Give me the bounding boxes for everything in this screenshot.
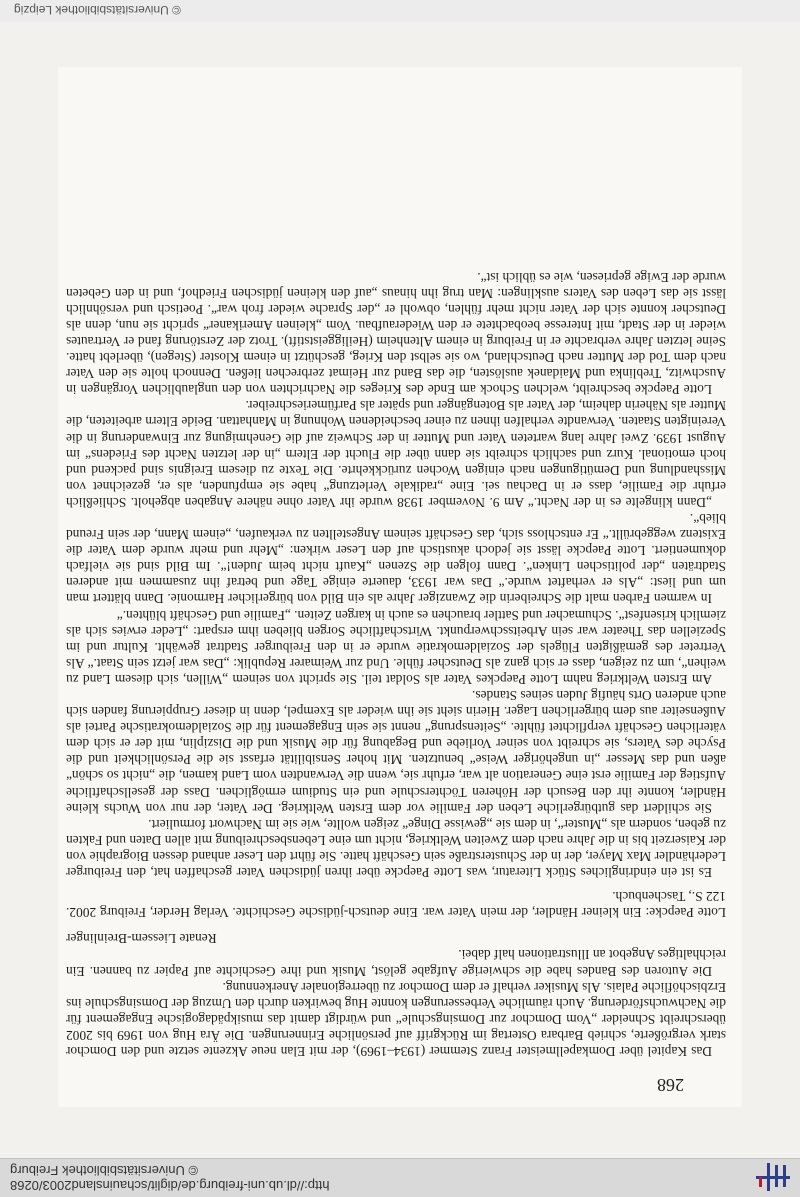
paragraph: Das Kapitel über Domkapellmeister Franz Stemmer (1934–1969), der mit Elan neue Akzente setzte und den Domchor stark vergrößerte, schrieb Barbara Ostertag im Rückgriff auf persönliche Erinnerungen. Die Ära Hug von 1969 bis 2002 überschreibt Schneider „Vom Domchor zur Domsingschule“ und würdigt damit das musikpädagogische Engagement für die Nachwuchsförderung. Auch räumliche Verbesserungen konnte Hug bewirken durch den Umzug der Domsingschule ins Erzbischöfliche Palais. Als Musiker verhalf er dem Domchor zu überregionaler Anerkennung. — [66, 979, 726, 1059]
paragraph: Es ist ein eindringliches Stück Literatur, was Lotte Paepcke über ihren jüdischen Vater geschaffen hat, den Freiburger Lederhändler Max Mayer, der in der Schusterstraße sein Geschäft hatte. Sie führt den Leser anhand dessen Biographie von der Kaiserzeit bis in die Jahre nach dem Zweiten Weltkrieg, nicht um eine Lebensbeschreibung mit allen Daten und Fakten zu geben, sondern als „Muster“, in dem sie „gewisse Dinge“ zeigen wollte, wie sie im Nachwort formuliert. — [66, 816, 726, 881]
bibliography-entry: Lotte Paepcke: Ein kleiner Händler, der mein Vater war. Eine deutsch-jüdische Geschichte. Verlag Herder, Freiburg 2002. 122 S., Taschenbuch. — [66, 889, 726, 921]
footer-bar — [0, 0, 800, 22]
review-signature: Renate Liessem-Breinlinger — [66, 931, 217, 947]
paragraph: Lotte Paepcke beschreibt, welchen Schock am Ende des Krieges die Nachrichten von den unglaublichen Vorgängen in Auschwitz, Treblinka und Maidanek auslösten, die das Band zur Heimat zerbrechen ließen. Dennoch holte sie den Vater nach dem Tod der Mutter nach Deutschland, wo sie selbst den Krieg, geschützt in einem Kloster (Stegen), überlebt hatte. Seine letzten Jahre verbrachte er in Freiburg in einem Altenheim (Heiliggeiststift). Trotz der Zerstörung fand er Vertrautes wieder in der Stadt, mit Interesse beobachtete er den Wiederaufbau. Vom „kleinen Amerikaner“ spricht sie nun, denn als Deutscher konnte sich der Vater nicht mehr fühlen, obwohl er „der Sprache wieder froh war“. Poetisch und versöhnlich lässt sie das Leben des Vaters ausklingen: Man trug ihn hinaus „auf den kleinen jüdischen Friedhof, und in den Gebeten wurde der Ewige gepriesen, wie es üblich ist“. — [66, 269, 726, 398]
paragraph: Die Autoren des Bandes habe die schwierige Aufgabe gelöst, Musik und ihre Geschichte auf Papier zu bannen. Ein reichhaltiges Angebot an Illustrationen half dabei. — [66, 947, 726, 979]
page-number: 268 — [657, 1075, 684, 1095]
paragraph: Am Ersten Weltkrieg nahm Lotte Paepckes Vater als Soldat teil. Sie spricht von seinem „Willen, sich diesem Land zu weihen“, um zu zeigen, dass er sich ganz als Deutscher fühle. Und zur Weimarer Republik: „Das war jetzt sein Staat.“ Als Vertreter des gemäßigten Flügels der Sozialdemokratie wurde er in den Freiburger Stadtrat gewählt. Kultur und im Speziellen das Theater war sein Arbeitsschwerpunkt. Wirtschaftliche Sorgen blieben ihm erspart: „Leder erwies sich als ziemlich krisenfest“. Schumacher und Sattler brauchen es auch in kargen Zeiten. „Familie und Geschäft blühten.“ — [66, 607, 726, 687]
url-link[interactable]: http://dl.ub.uni-freiburg.de/diglit/schauinsland2003/0268 — [10, 1178, 330, 1193]
url-text[interactable] — [10, 1163, 329, 1193]
paragraph: „Dann klingelte es in der Nacht.“ Am 9. November 1938 wurde ihr Vater ohne nähere Angaben abgeholt. Schließlich erfuhr die Familie, dass er in Dachau sei. Eine „radikale Verletzung“ habe sie empfunden, als er, gezeichnet von Misshandlung und Demütigungen nach einigen Wochen zurückkehrte. Die Texte zu diesem Ereignis sind packend und hoch emotional. Kurz und sachlich schreibt sie dann über die Flucht der Eltern „in der letzten Nacht des Friedens“ im August 1939. Zwei Jahre lang warteten Vater und Mutter in der Schweiz auf die Genehmigung zur Einwanderung in die Vereinigten Staaten. Verwandte verhalfen ihnen zu einer bescheidenen Wohnung in Manhattan. Beide Eltern arbeiteten, die Mutter als Näherin daheim, der Vater als Botengänger und später als Parfümerieschreiber. — [66, 398, 726, 510]
library-logo-icon — [744, 1163, 790, 1193]
article-body — [66, 269, 726, 1060]
rights-text: © Universitätsbibliothek Freiburg — [10, 1163, 199, 1178]
paragraph: In warmen Farben malt die Schreiberin die Zwanziger Jahre als ein Bild von bürgerlicher Harmonie. Dann blättert man um und liest: „Als er verhaftet wurde.“ Das war 1933, dauerte einige Tage und betraf ihn zusammen mit anderen Stadträten „der politischen Linken“. Dann folgen die Szenen „Kauft nicht beim Juden!“. Im Bild sind sie vielfach dokumentiert. Lotte Paepcke lässt sie jedoch akustisch auf den Leser wirken: „Mehr und mehr wurde dem Vater die Existenz weggebrüllt.“ Er entschloss sich, das Geschäft seinem Angestellten zu verkaufen, „einem Mann, der sein Freund blieb“. — [66, 511, 726, 607]
header-bar — [0, 1158, 800, 1197]
footer-credit: © Universitätsbibliothek Leipzig — [14, 3, 181, 17]
book-page — [58, 67, 742, 1107]
paragraph: Sie schildert das gutbürgerliche Leben der Familie vor dem Ersten Weltkrieg. Der Vater, der nur von Wuchs kleine Händler, konnte ihr den Besuch der Höheren Töchterschule und ein Studium ermöglichen. Dass der gesellschaftliche Aufstieg der Familie erst eine Generation alt war, erfuhr sie, wenn die Verwandten vom Land kamen, die „nicht so schön“ aßen und das Messer „in ungehöriger Weise“ benutzten. Mit hoher Sensibilität erfasst sie die Persönlichkeit und die Psyche des Vaters, sie schreibt von seiner Vorliebe und Begabung für die Musik und die Disziplin, mit der er sich dem väterlichen Geschäft verpflichtet fühlte. „Seitensprung“ nennt sie sein Engagement für die Sozialdemokratische Partei als Außenseiter aus dem bürgerlichen Lager. Hierin sieht sie ihn wieder als Exempel, denn in dieser Gruppierung fanden sich auch anderen Orts häufig Juden seines Standes. — [66, 688, 726, 816]
